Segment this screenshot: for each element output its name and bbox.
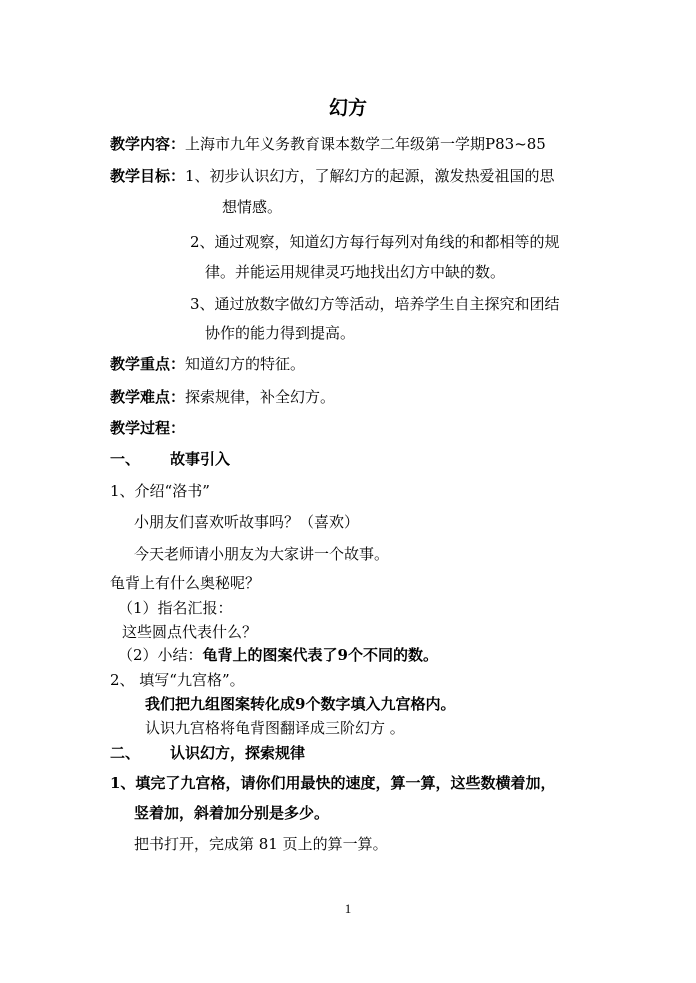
page-title: 幻方 xyxy=(328,97,367,119)
exercise-1-c: 把书打开，完成第 81 页上的算一算。 xyxy=(134,835,388,853)
question-4: （1）指名汇报： xyxy=(118,599,233,617)
question-3: 龟背上有什么奥秘呢？ xyxy=(110,574,261,592)
difficulty-label: 教学难点： xyxy=(110,388,186,406)
content-label: 教学内容： xyxy=(110,135,186,153)
goal-3-b: 协作的能力得到提高。 xyxy=(205,324,356,342)
summary-line xyxy=(118,645,438,665)
goal-2-a: 2、通过观察，知道幻方每行每列对角线的和都相等的规 xyxy=(190,233,560,251)
section-1-number: 一、 xyxy=(110,450,141,468)
difficulty-line xyxy=(110,387,335,407)
difficulty-text: 探索规律，补全幻方。 xyxy=(185,388,336,406)
key-line xyxy=(110,354,305,374)
content-line xyxy=(110,134,546,154)
goals-line-1 xyxy=(110,166,555,186)
goal-2-b: 律。并能运用规律灵巧地找出幻方中缺的数。 xyxy=(205,263,506,281)
item-1: 1、介绍“洛书” xyxy=(110,482,210,500)
page-number: 1 xyxy=(344,901,352,916)
summary-label: （2）小结： xyxy=(118,646,203,664)
item-2-note: 认识九宫格将龟背图翻译成三阶幻方 。 xyxy=(145,719,405,737)
summary-text: 龟背上的图案代表了9个不同的数。 xyxy=(202,646,438,664)
item-2: 2、 填写“九宫格”。 xyxy=(110,671,245,689)
section-2-number: 二、 xyxy=(110,744,141,762)
exercise-1-b: 竖着加，斜着加分别是多少。 xyxy=(134,804,330,822)
goals-label: 教学目标： xyxy=(110,167,186,185)
goal-3-a: 3、通过放数字做幻方等活动，培养学生自主探究和团结 xyxy=(190,295,560,313)
content-text: 上海市九年义务教育课本数学二年级第一学期P83~85 xyxy=(185,135,546,153)
section-2-title: 认识幻方，探索规律 xyxy=(170,744,306,762)
question-1: 小朋友们喜欢听故事吗？（喜欢） xyxy=(134,513,360,531)
item-2-detail: 我们把九组图案转化成9个数字填入九宫格内。 xyxy=(145,695,456,713)
goal-1-b: 想情感。 xyxy=(222,198,283,216)
question-5: 这些圆点代表什么？ xyxy=(122,623,258,641)
exercise-1-a: 1、填完了九宫格，请你们用最快的速度，算一算，这些数横着加， xyxy=(110,774,556,792)
section-1-title: 故事引入 xyxy=(170,450,231,468)
process-label: 教学过程： xyxy=(110,419,186,437)
key-text: 知道幻方的特征。 xyxy=(185,355,306,373)
question-2: 今天老师请小朋友为大家讲一个故事。 xyxy=(134,545,390,563)
key-label: 教学重点： xyxy=(110,355,186,373)
goal-1-a: 1、初步认识幻方，了解幻方的起源，激发热爱祖国的思 xyxy=(185,167,555,185)
